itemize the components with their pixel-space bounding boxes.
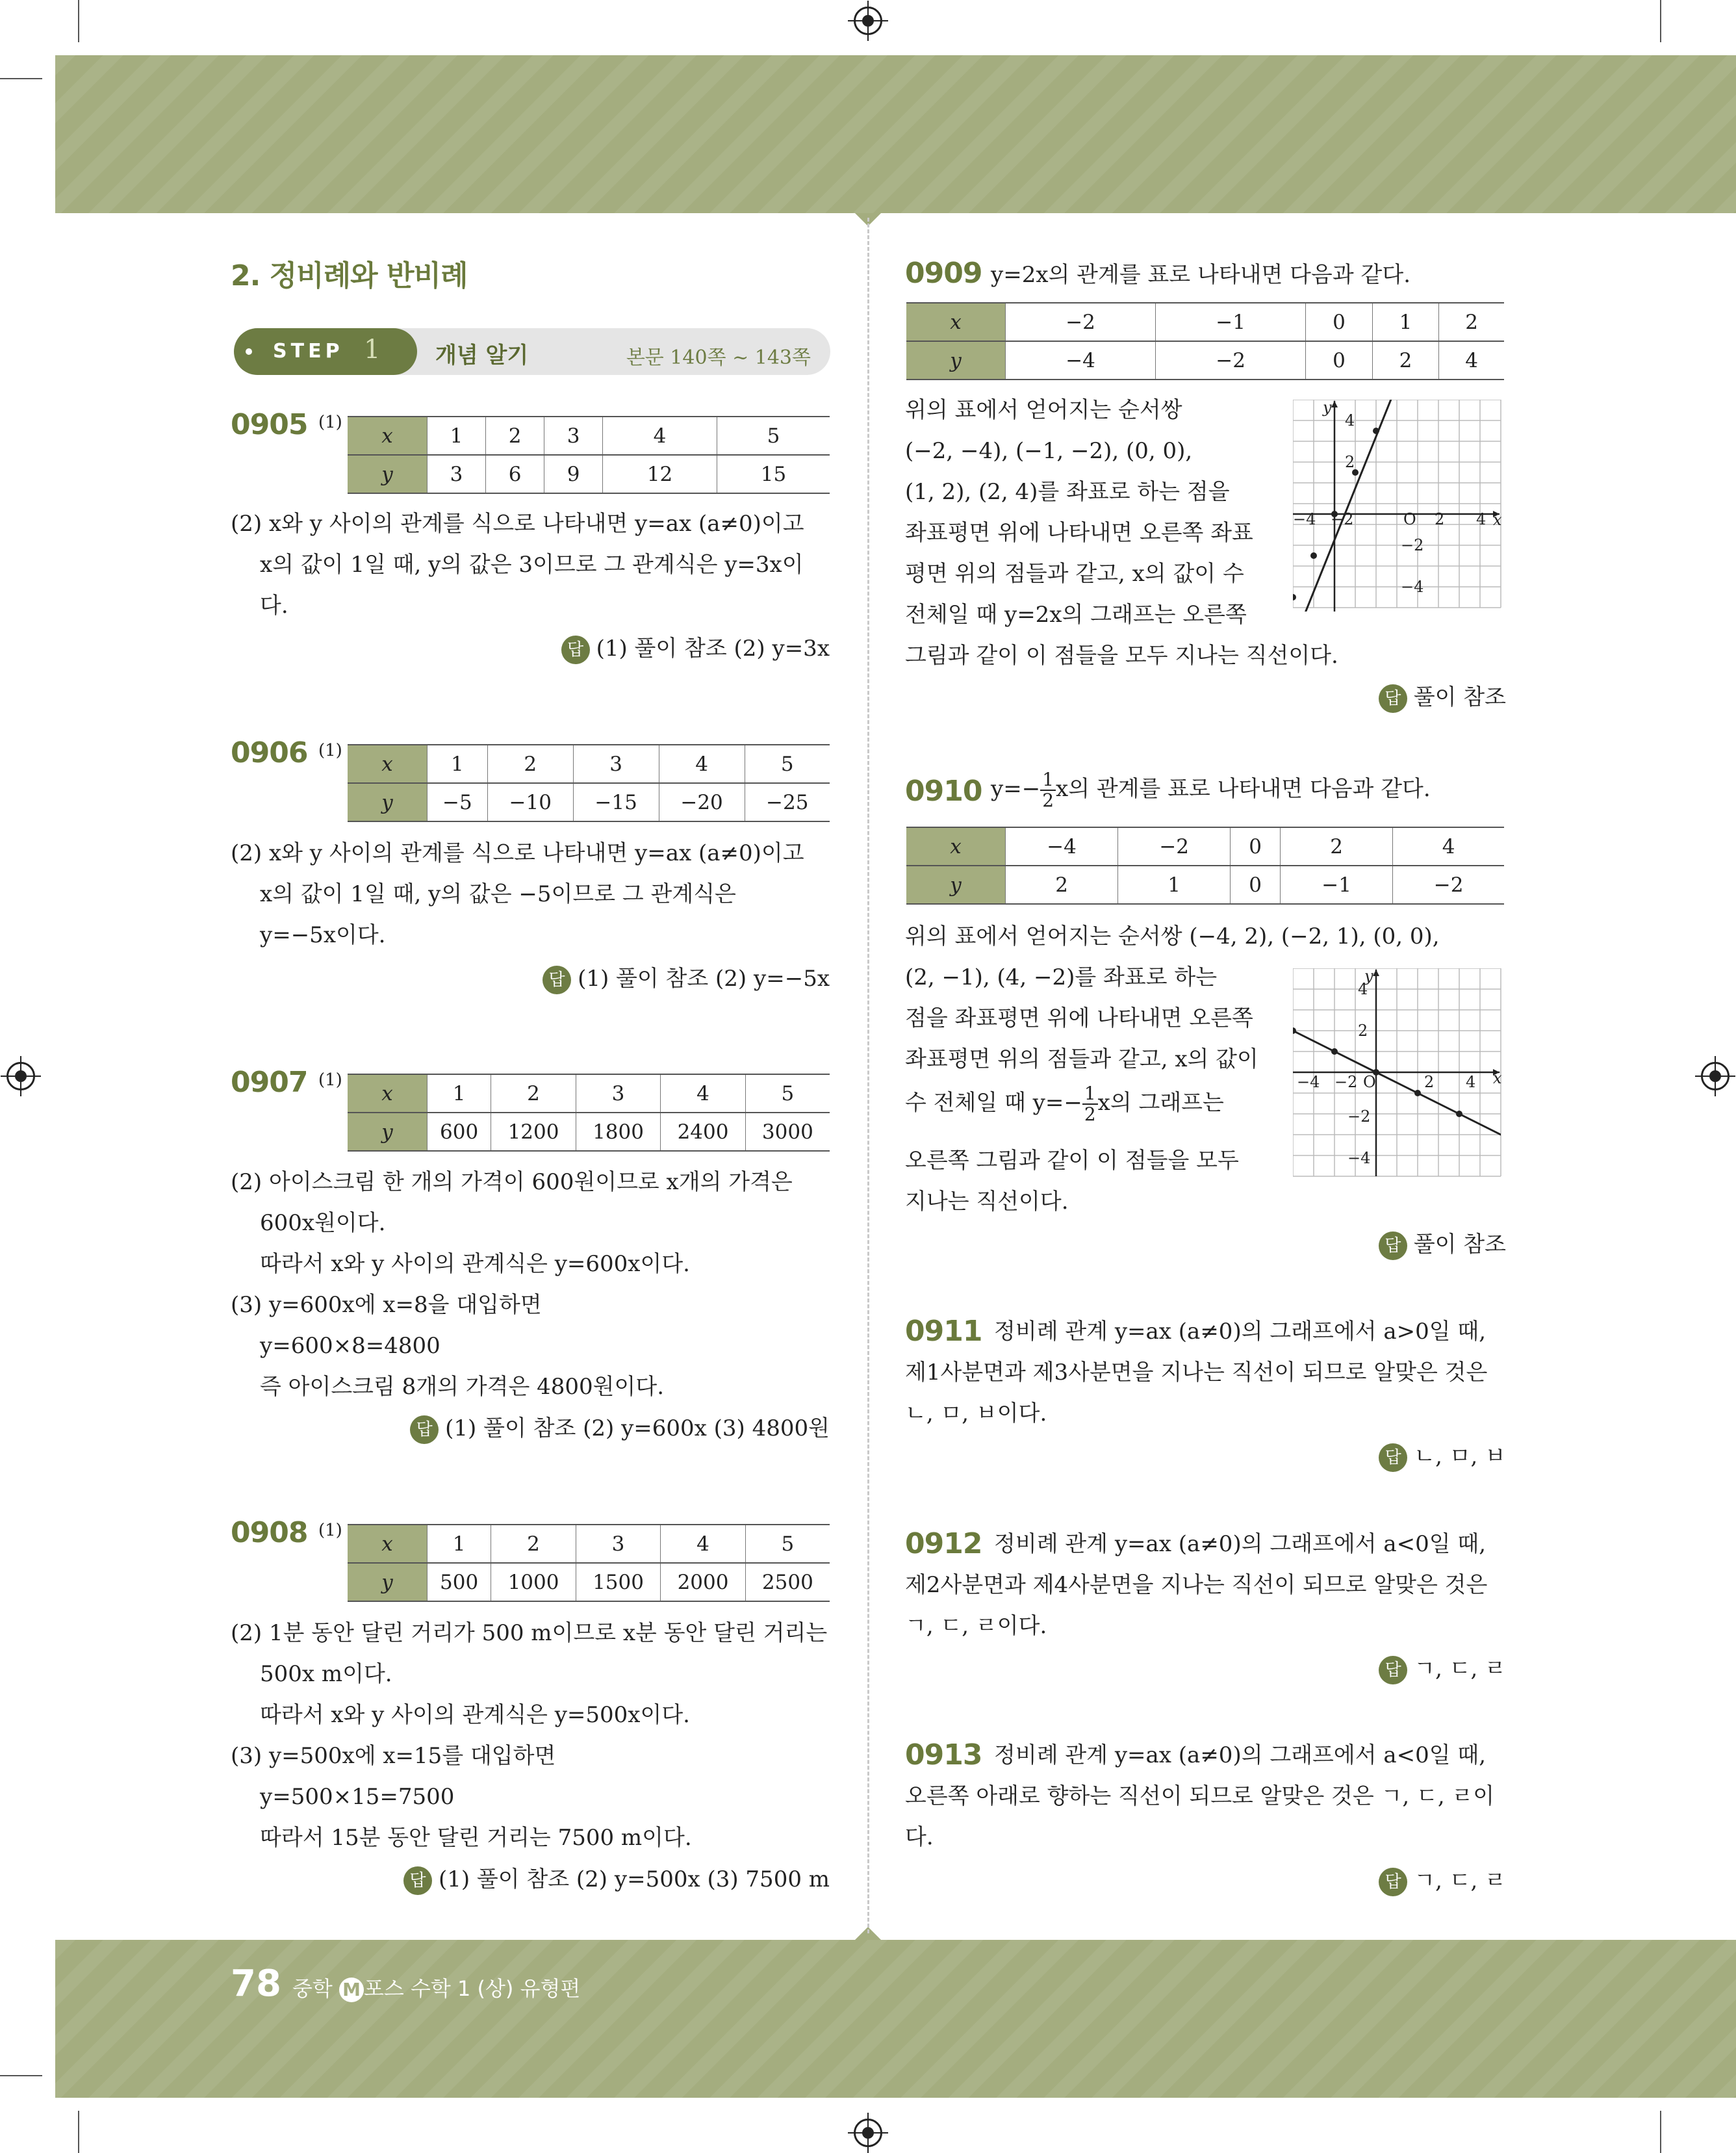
table-cell: 2400 bbox=[661, 1113, 746, 1151]
table-cell: 1 bbox=[1118, 866, 1231, 904]
table-cell: 600 bbox=[428, 1113, 491, 1151]
problem-number: 0910 bbox=[905, 775, 982, 808]
solution-line: 제1사분면과 제3사분면을 지나는 직선이 되므로 알맞은 것은 bbox=[905, 1360, 1488, 1386]
solution-line: 정비례 관계 y=ax (a≠0)의 그래프에서 a<0일 때, bbox=[994, 1531, 1487, 1557]
table-cell: 5 bbox=[745, 1525, 830, 1563]
value-table bbox=[348, 416, 830, 494]
y-tick: 4 bbox=[1358, 980, 1368, 998]
graph-y-2x bbox=[1293, 400, 1507, 614]
answer-line bbox=[1379, 1438, 1506, 1472]
table-header-y: y bbox=[348, 455, 428, 493]
brand-logo-icon: M bbox=[339, 1978, 364, 2002]
table-header-x: x bbox=[348, 1525, 428, 1563]
solution-line: 따라서 x와 y 사이의 관계식은 y=600x이다. bbox=[260, 1251, 690, 1277]
solution-line: 좌표평면 위의 점들과 같고, x의 값이 bbox=[905, 1046, 1258, 1072]
table-cell: 3 bbox=[428, 455, 486, 493]
fraction bbox=[1082, 1084, 1098, 1124]
step-dot bbox=[246, 348, 252, 355]
book-title-prefix: 중학 bbox=[292, 1976, 339, 2001]
answer-text: 풀이 참조 bbox=[1413, 1231, 1506, 1257]
table-cell: −5 bbox=[428, 783, 488, 821]
table-cell: 12 bbox=[603, 455, 717, 493]
table-header-x: x bbox=[906, 827, 1006, 866]
step-bar bbox=[234, 328, 830, 375]
table-cell: 1000 bbox=[491, 1563, 576, 1601]
solution-line: ㄴ, ㅁ, ㅂ이다. bbox=[905, 1400, 1047, 1426]
problem-number: 0909 bbox=[905, 257, 982, 290]
table-cell: 3 bbox=[576, 1525, 661, 1563]
registration-mark-icon bbox=[6, 1062, 35, 1090]
crop-mark bbox=[78, 0, 79, 42]
table-cell: 15 bbox=[717, 455, 830, 493]
step-label: STEP bbox=[273, 340, 344, 363]
table-cell: −25 bbox=[745, 783, 830, 821]
table-cell: −10 bbox=[487, 783, 573, 821]
table-cell: 2 bbox=[486, 417, 544, 455]
table-header-x: x bbox=[348, 417, 428, 455]
fraction-denominator: 2 bbox=[1084, 1103, 1096, 1125]
solution-line: (2) x와 y 사이의 관계를 식으로 나타내면 y=ax (a≠0)이고 bbox=[231, 511, 804, 537]
sub-label: (1) bbox=[318, 413, 342, 432]
answer-text: (1) 풀이 참조 (2) y=−5x bbox=[578, 966, 830, 992]
footer-banner bbox=[55, 1940, 1736, 2098]
table-cell: 1 bbox=[428, 1074, 491, 1113]
fraction-denominator: 2 bbox=[1042, 790, 1054, 811]
solution-line: 위의 표에서 얻어지는 순서쌍 bbox=[905, 397, 1182, 423]
solution-line: 정비례 관계 y=ax (a≠0)의 그래프에서 a>0일 때, bbox=[994, 1319, 1487, 1345]
crop-mark bbox=[1660, 0, 1661, 42]
section-title: 2. 정비례와 반비례 bbox=[231, 259, 468, 292]
table-cell: 2 bbox=[1006, 866, 1118, 904]
answer-line bbox=[542, 960, 830, 994]
table-cell: 500 bbox=[428, 1563, 491, 1601]
solution-line: 위의 표에서 얻어지는 순서쌍 (−4, 2), (−2, 1), (0, 0), bbox=[905, 923, 1440, 949]
table-header-y: y bbox=[348, 783, 428, 821]
solution-line: (2) x와 y 사이의 관계를 식으로 나타내면 y=ax (a≠0)이고 bbox=[231, 840, 804, 866]
solution-line: 그림과 같이 이 점들을 모두 지나는 직선이다. bbox=[905, 643, 1338, 669]
column-divider bbox=[867, 218, 869, 1933]
registration-mark-icon bbox=[1701, 1062, 1730, 1090]
top-banner bbox=[55, 55, 1736, 213]
table-cell: 4 bbox=[1393, 827, 1504, 866]
solution-line: (3) y=600x에 x=8을 대입하면 bbox=[231, 1292, 542, 1318]
solution-line: (2, −1), (4, −2)를 좌표로 하는 bbox=[905, 964, 1218, 990]
y-axis-arrow-icon bbox=[1373, 970, 1379, 976]
origin-label: O bbox=[1403, 510, 1416, 528]
value-table bbox=[348, 1524, 830, 1602]
table-header-y: y bbox=[348, 1113, 428, 1151]
fraction bbox=[1040, 770, 1056, 810]
table-cell: 2 bbox=[1372, 341, 1439, 380]
data-point bbox=[1456, 1111, 1462, 1117]
table-cell: 2 bbox=[487, 745, 573, 783]
answer-line bbox=[1379, 1226, 1506, 1260]
answer-badge: 답 bbox=[561, 636, 590, 664]
table-header-y: y bbox=[906, 341, 1006, 380]
answer-line bbox=[1379, 679, 1506, 713]
step-number: 1 bbox=[364, 335, 381, 365]
answer-line bbox=[1379, 1651, 1506, 1684]
y-tick: −2 bbox=[1347, 1107, 1371, 1126]
table-cell: 4 bbox=[659, 745, 745, 783]
book-title bbox=[292, 1972, 580, 2002]
x-tick: −2 bbox=[1331, 510, 1354, 528]
x-tick: −4 bbox=[1297, 1073, 1320, 1091]
table-cell: 3 bbox=[544, 417, 603, 455]
table-cell: 3 bbox=[576, 1074, 661, 1113]
crop-mark bbox=[1660, 2111, 1661, 2153]
solution-line bbox=[905, 1084, 1224, 1124]
solution-line: x의 값이 1일 때, y의 값은 3이므로 그 관계식은 y=3x이 bbox=[260, 552, 804, 578]
value-table bbox=[906, 827, 1504, 905]
solution-line: 지나는 직선이다. bbox=[905, 1189, 1069, 1215]
x-tick: −4 bbox=[1293, 510, 1316, 528]
data-point bbox=[1414, 1090, 1421, 1096]
solution-line: 전체일 때 y=2x의 그래프는 오른쪽 bbox=[905, 602, 1247, 628]
solution-line: (1, 2), (2, 4)를 좌표로 하는 점을 bbox=[905, 479, 1230, 505]
fraction-numerator: 1 bbox=[1082, 1084, 1098, 1105]
table-cell: 6 bbox=[486, 455, 544, 493]
step-page-ref: 본문 140쪽 ~ 143쪽 bbox=[626, 346, 811, 369]
table-header-x: x bbox=[906, 303, 1006, 341]
table-cell: 1800 bbox=[576, 1113, 661, 1151]
solution-line: 제2사분면과 제4사분면을 지나는 직선이 되므로 알맞은 것은 bbox=[905, 1572, 1488, 1598]
table-cell: 5 bbox=[745, 745, 830, 783]
table-cell: 0 bbox=[1306, 303, 1373, 341]
y-tick: 2 bbox=[1358, 1022, 1368, 1040]
solution-line: 좌표평면 위에 나타내면 오른쪽 좌표 bbox=[905, 520, 1253, 546]
crop-mark bbox=[78, 2111, 79, 2153]
solution-line: (3) y=500x에 x=15를 대입하면 bbox=[231, 1743, 556, 1769]
solution-line: 600x원이다. bbox=[260, 1210, 386, 1236]
table-cell: −2 bbox=[1118, 827, 1231, 866]
table-cell: 2 bbox=[491, 1525, 576, 1563]
solution-line: 500x m이다. bbox=[260, 1661, 392, 1687]
book-title-suffix: 포스 수학 1 (상) 유형편 bbox=[364, 1976, 581, 2001]
sub-label: (1) bbox=[318, 1521, 342, 1540]
x-axis-label: x bbox=[1493, 1069, 1502, 1087]
x-tick: 4 bbox=[1476, 510, 1487, 528]
intro-text: x의 관계를 표로 나타내면 다음과 같다. bbox=[1056, 776, 1431, 802]
table-cell: 2500 bbox=[745, 1563, 830, 1601]
value-table bbox=[348, 1074, 830, 1152]
value-table bbox=[906, 302, 1504, 380]
problem-number: 0912 bbox=[905, 1527, 982, 1560]
table-cell: 9 bbox=[544, 455, 603, 493]
table-cell: 2000 bbox=[661, 1563, 746, 1601]
step-badge bbox=[234, 328, 417, 375]
answer-line bbox=[1379, 1863, 1506, 1896]
answer-text: (1) 풀이 참조 (2) y=600x (3) 4800원 bbox=[445, 1415, 830, 1441]
table-cell: 0 bbox=[1231, 866, 1281, 904]
solution-line: 정비례 관계 y=ax (a≠0)의 그래프에서 a<0일 때, bbox=[994, 1742, 1487, 1768]
y-axis-arrow-icon bbox=[1331, 401, 1338, 407]
origin-label: O bbox=[1363, 1073, 1376, 1091]
answer-text: (1) 풀이 참조 (2) y=500x (3) 7500 m bbox=[438, 1866, 830, 1892]
table-header-x: x bbox=[348, 745, 428, 783]
y-tick: −4 bbox=[1347, 1149, 1371, 1167]
solution-line: (−2, −4), (−1, −2), (0, 0), bbox=[905, 438, 1193, 464]
crop-mark bbox=[0, 78, 42, 79]
table-cell: 1 bbox=[1372, 303, 1439, 341]
fraction-numerator: 1 bbox=[1040, 770, 1056, 791]
problem-number: 0908 bbox=[231, 1516, 308, 1549]
problem-number: 0906 bbox=[231, 736, 308, 769]
answer-line bbox=[403, 1861, 830, 1895]
solution-text: 수 전체일 때 y=− bbox=[905, 1090, 1082, 1116]
solution-line: 오른쪽 아래로 향하는 직선이 되므로 알맞은 것은 ㄱ, ㄷ, ㄹ이 bbox=[905, 1783, 1495, 1809]
solution-line: 다. bbox=[905, 1824, 934, 1850]
x-tick: 2 bbox=[1435, 510, 1445, 528]
problem-number: 0907 bbox=[231, 1066, 308, 1099]
table-cell: 5 bbox=[717, 417, 830, 455]
solution-line: y=500×15=7500 bbox=[260, 1784, 455, 1810]
data-point bbox=[1331, 1048, 1338, 1055]
table-cell: 5 bbox=[745, 1074, 830, 1113]
data-point bbox=[1373, 428, 1379, 434]
table-cell: 1 bbox=[428, 745, 488, 783]
x-tick: 4 bbox=[1466, 1073, 1476, 1091]
solution-line: 오른쪽 그림과 같이 이 점들을 모두 bbox=[905, 1148, 1239, 1174]
table-cell: 2 bbox=[1281, 827, 1393, 866]
table-cell: 4 bbox=[603, 417, 717, 455]
table-cell: 3 bbox=[573, 745, 659, 783]
answer-badge: 답 bbox=[1379, 684, 1407, 713]
table-cell: 4 bbox=[1439, 341, 1504, 380]
table-cell: −20 bbox=[659, 783, 745, 821]
answer-line bbox=[410, 1410, 830, 1444]
table-cell: −1 bbox=[1281, 866, 1393, 904]
grid bbox=[1293, 400, 1501, 608]
answer-text: ㄴ, ㅁ, ㅂ bbox=[1414, 1443, 1506, 1469]
sub-label: (1) bbox=[318, 741, 342, 760]
table-cell: 1 bbox=[428, 1525, 491, 1563]
data-point bbox=[1310, 552, 1317, 559]
registration-mark-icon bbox=[854, 2119, 882, 2147]
y-axis-label: y bbox=[1323, 400, 1332, 417]
answer-badge: 답 bbox=[1379, 1868, 1407, 1896]
solution-line: 평면 위의 점들과 같고, x의 값이 수 bbox=[905, 561, 1244, 587]
data-point bbox=[1293, 594, 1296, 600]
table-cell: 3000 bbox=[745, 1113, 830, 1151]
sub-label: (1) bbox=[318, 1070, 342, 1090]
answer-text: ㄱ, ㄷ, ㄹ bbox=[1414, 1868, 1506, 1894]
solution-line: (2) 1분 동안 달린 거리가 500 m이므로 x분 동안 달린 거리는 bbox=[231, 1620, 828, 1646]
solution-line: x의 값이 1일 때, y의 값은 −5이므로 그 관계식은 bbox=[260, 881, 736, 907]
table-cell: 4 bbox=[661, 1074, 746, 1113]
problem-number: 0905 bbox=[231, 408, 308, 441]
problem-number: 0911 bbox=[905, 1315, 982, 1348]
solution-line: ㄱ, ㄷ, ㄹ이다. bbox=[905, 1613, 1047, 1639]
table-cell: −1 bbox=[1156, 303, 1306, 341]
registration-mark-icon bbox=[854, 6, 882, 35]
table-cell: 2 bbox=[1439, 303, 1504, 341]
solution-line: 점을 좌표평면 위에 나타내면 오른쪽 bbox=[905, 1005, 1253, 1031]
solution-line: (2) 아이스크림 한 개의 가격이 600원이므로 x개의 가격은 bbox=[231, 1169, 793, 1195]
answer-text: (1) 풀이 참조 (2) y=3x bbox=[596, 636, 830, 662]
answer-badge: 답 bbox=[1379, 1443, 1407, 1472]
intro-text: y=− bbox=[991, 776, 1041, 802]
solution-line: 따라서 x와 y 사이의 관계식은 y=500x이다. bbox=[260, 1702, 690, 1728]
table-cell: −2 bbox=[1393, 866, 1504, 904]
x-axis-label: x bbox=[1493, 511, 1502, 529]
table-cell: −4 bbox=[1006, 341, 1156, 380]
table-header-y: y bbox=[906, 866, 1006, 904]
page-number: 78 bbox=[231, 1963, 281, 2005]
table-cell: −15 bbox=[573, 783, 659, 821]
graph-y-neg-half-x bbox=[1293, 968, 1507, 1183]
solution-line: 즉 아이스크림 8개의 가격은 4800원이다. bbox=[260, 1374, 665, 1400]
problem-number: 0913 bbox=[905, 1738, 982, 1772]
table-header-y: y bbox=[348, 1563, 428, 1601]
problem-intro: y=2x의 관계를 표로 나타내면 다음과 같다. bbox=[991, 262, 1411, 288]
y-axis-label: y bbox=[1364, 968, 1373, 985]
solution-text: x의 그래프는 bbox=[1097, 1090, 1224, 1116]
answer-badge: 답 bbox=[1379, 1656, 1407, 1684]
answer-line bbox=[561, 630, 830, 664]
answer-badge: 답 bbox=[542, 966, 571, 994]
y-tick: −2 bbox=[1401, 536, 1424, 554]
answer-badge: 답 bbox=[403, 1866, 432, 1895]
step-name: 개념 알기 bbox=[435, 342, 529, 368]
y-tick: −4 bbox=[1401, 578, 1424, 596]
solution-line: y=−5x이다. bbox=[260, 922, 386, 948]
x-tick: 2 bbox=[1424, 1073, 1435, 1091]
answer-text: ㄱ, ㄷ, ㄹ bbox=[1414, 1656, 1506, 1682]
table-cell: 1 bbox=[428, 417, 486, 455]
y-tick: 4 bbox=[1345, 411, 1355, 430]
y-tick: 2 bbox=[1345, 453, 1355, 471]
table-cell: −2 bbox=[1156, 341, 1306, 380]
answer-badge: 답 bbox=[410, 1415, 439, 1444]
table-cell: 1500 bbox=[576, 1563, 661, 1601]
solution-line: y=600×8=4800 bbox=[260, 1333, 440, 1359]
value-table bbox=[348, 744, 830, 822]
table-cell: −4 bbox=[1006, 827, 1118, 866]
crop-mark bbox=[0, 2075, 42, 2076]
answer-text: 풀이 참조 bbox=[1413, 684, 1506, 710]
table-cell: 0 bbox=[1231, 827, 1281, 866]
solution-line: 따라서 15분 동안 달린 거리는 7500 m이다. bbox=[260, 1825, 692, 1851]
problem-intro bbox=[991, 770, 1431, 810]
table-cell: 2 bbox=[491, 1074, 576, 1113]
table-header-x: x bbox=[348, 1074, 428, 1113]
table-cell: 4 bbox=[661, 1525, 746, 1563]
answer-badge: 답 bbox=[1379, 1231, 1407, 1260]
solution-line: 다. bbox=[260, 593, 288, 619]
table-cell: 0 bbox=[1306, 341, 1373, 380]
table-cell: −2 bbox=[1006, 303, 1156, 341]
x-tick: −2 bbox=[1334, 1073, 1358, 1091]
table-cell: 1200 bbox=[491, 1113, 576, 1151]
